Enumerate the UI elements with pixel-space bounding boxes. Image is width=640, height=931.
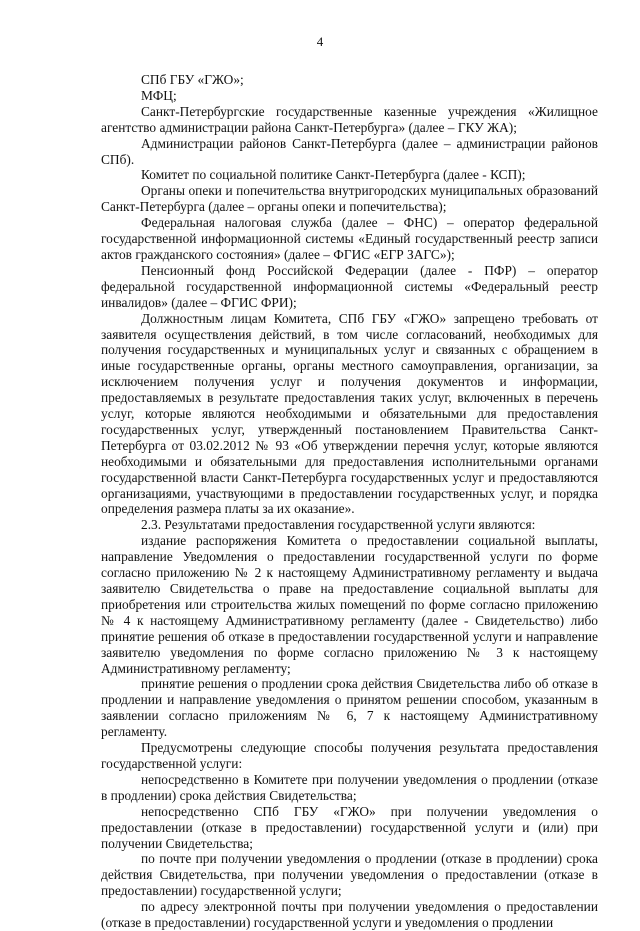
paragraph: СПб ГБУ «ГЖО»; — [141, 72, 244, 87]
paragraph: Пенсионный фонд Российской Федерации (далее - ПФР) – оператор федеральной государственной информационной системы «Федеральный реестр инвалидов» (далее – ФГИС ФРИ); — [101, 262, 598, 310]
paragraph: Администрации районов Санкт-Петербурга (далее – администрации районов СПб). — [101, 135, 598, 167]
paragraph: непосредственно в Комитете при получении уведомления о продлении (отказе в продлении) срока действия Свидетельства; — [101, 771, 598, 803]
paragraph: МФЦ; — [141, 87, 177, 103]
paragraph: принятие решения о продлении срока действия Свидетельства либо об отказе в продлении и направление уведомления о принятом решении способом, указанным в заявлении согласно приложениям № 6, 7 к настоящему Административному регламенту. — [101, 676, 598, 740]
paragraph: непосредственно СПб ГБУ «ГЖО» при получении уведомления о предоставлении (отказе в предоставлении) государственной услуги и (или) при получении Свидетельства; — [101, 803, 598, 851]
paragraph: по адресу электронной почты при получении уведомления о предоставлении (отказе в предоставлении) государственной услуги и уведомления о продлении — [101, 899, 598, 931]
document-body — [101, 72, 598, 931]
paragraph: издание распоряжения Комитета о предоставлении социальной выплаты, направление Уведомления о предоставлении государственной услуги по форме согласно приложению № 2 к настоящему Административному регламенту и выдача заявителю Свидетельства о праве на предоставление социальной выплаты для приобретения или строительства жилых помещений по форме согласно приложению № 4 к настоящему Административному регламенту (далее - Свидетельство) либо принятие решения об отказе в предоставлении государственной услуги и направление заявителю уведомления по форме согласно приложению № 3 к настоящему Административному регламенту; — [101, 533, 598, 676]
paragraph: Санкт-Петербургские государственные казенные учреждения «Жилищное агентство администрации района Санкт-Петербурга» (далее – ГКУ ЖА); — [101, 103, 598, 135]
paragraph: по почте при получении уведомления о продлении (отказе в продлении) срока действия Свидетельства, при получении уведомления о предоставлении (отказе в предоставлении) государственной услуги; — [101, 851, 598, 899]
paragraph: Должностным лицам Комитета, СПб ГБУ «ГЖО» запрещено требовать от заявителя осуществления действий, в том числе согласований, необходимых для получения государственных и муниципальных услуг и связанных с обращением в иные государственные органы, органы местного самоуправления, организации, за исключением получения услуг и получения документов и информации, предоставляемых в результате предоставления таких услуг, включенных в перечень услуг, которые являются необходимыми и обязательными для предоставления государственных услуг, утвержденный постановлением Правительства Санкт-Петербурга от 03.02.2012 № 93 «Об утверждении перечня услуг, которые являются необходимыми и обязательными для предоставления исполнительными органами государственной власти Санкт-Петербурга государственных услуг и предоставляются организациями, участвующими в предоставлении государственных услуг, и порядка определения размера платы за их оказание». — [101, 310, 598, 517]
paragraph: Предусмотрены следующие способы получения результата предоставления государственной услуги: — [101, 740, 598, 771]
paragraph: Федеральная налоговая служба (далее – ФНС) – оператор федеральной государственной информационной системы «Единый государственный реестр записи актов гражданского состояния» (далее – ФГИС «ЕГР ЗАГС»); — [101, 215, 598, 262]
paragraph: Органы опеки и попечительства внутригородских муниципальных образований Санкт-Петербурга (далее – органы опеки и попечительства); — [101, 183, 598, 215]
section-heading: 2.3. Результатами предоставления государственной услуги являются: — [141, 517, 536, 533]
page-number: 4 — [316, 34, 324, 49]
paragraph: Комитет по социальной политике Санкт-Петербурга (далее - КСП); — [141, 167, 526, 183]
